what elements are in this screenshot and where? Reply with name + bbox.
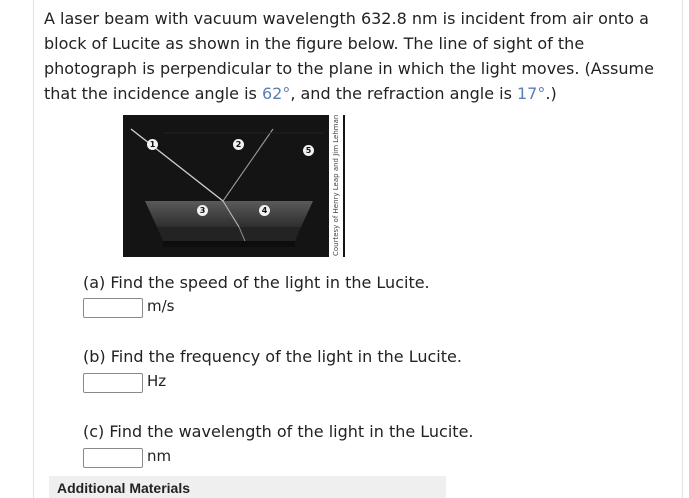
frequency-answer-input[interactable] bbox=[83, 373, 143, 393]
figure-marker-3: 3 bbox=[197, 205, 208, 216]
frequency-unit: Hz bbox=[147, 372, 167, 390]
figure-marker-1: 1 bbox=[147, 139, 158, 150]
question-c: (c) Find the wavelength of the light in the Lucite. bbox=[83, 422, 474, 441]
lucite-block bbox=[145, 201, 313, 227]
problem-text-part2: , and the refraction angle is bbox=[290, 84, 517, 103]
additional-materials-header[interactable] bbox=[49, 476, 446, 498]
photo-credit bbox=[329, 115, 343, 257]
problem-text-part1: A laser beam with vacuum wavelength 632.8 nm is incident from air onto a block of Lucite as shown in the figure below. The line of sight of the photograph is perpendicular to the plane in which the light moves. (Assume that the incidence angle is bbox=[44, 9, 654, 103]
problem-text-part3: .) bbox=[545, 84, 557, 103]
wavelength-answer-input[interactable] bbox=[83, 448, 143, 468]
refraction-angle-value: 17° bbox=[517, 84, 546, 103]
lucite-laser-photo bbox=[123, 115, 345, 257]
additional-materials-label: Additional Materials bbox=[57, 480, 191, 496]
question-b: (b) Find the frequency of the light in the Lucite. bbox=[83, 347, 462, 366]
wavelength-unit: nm bbox=[147, 447, 172, 465]
photo-credit-text: Courtesy of Henry Leap and Jim Lehman bbox=[332, 115, 340, 256]
figure-marker-2: 2 bbox=[233, 139, 244, 150]
laser-refraction-drawing bbox=[123, 115, 345, 257]
speed-answer-input[interactable] bbox=[83, 298, 143, 318]
speed-unit: m/s bbox=[147, 297, 175, 315]
question-a: (a) Find the speed of the light in the Lucite. bbox=[83, 273, 430, 292]
figure-marker-5: 5 bbox=[303, 145, 314, 156]
figure-marker-4: 4 bbox=[259, 205, 270, 216]
problem-statement bbox=[44, 6, 674, 106]
incidence-angle-value: 62° bbox=[261, 84, 291, 103]
